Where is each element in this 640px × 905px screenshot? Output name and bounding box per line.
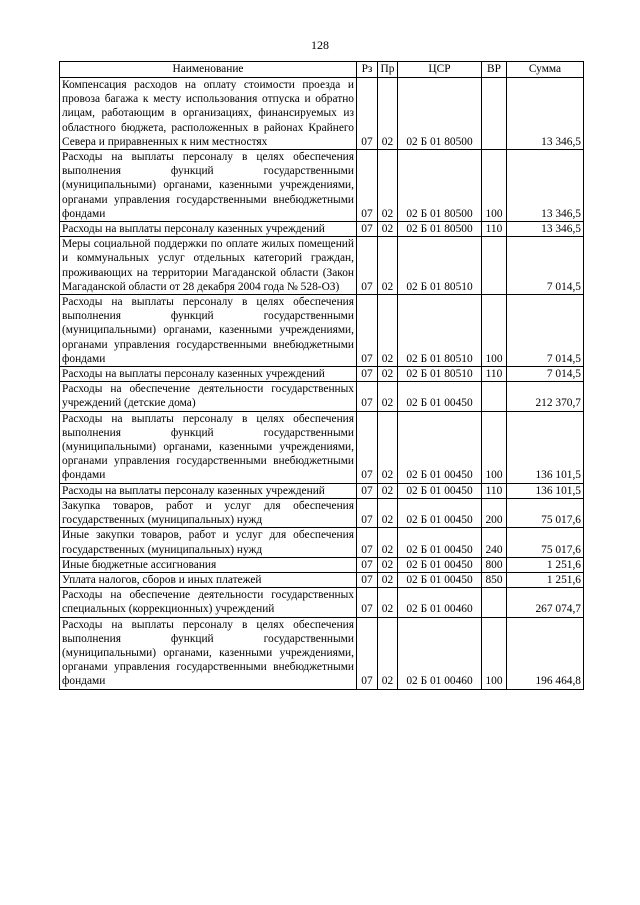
table-row (60, 222, 584, 237)
cell-csr: 02 Б 01 00460 (398, 588, 482, 617)
cell-name: Расходы на выплаты персоналу в целях обеспечения выполнения функций государственными (муниципальными) органами, казенными учреждениями, органами управления государственными внебюджетными фондами (60, 411, 357, 483)
cell-sum: 75 017,6 (507, 528, 584, 557)
page-number: 128 (311, 38, 329, 52)
cell-vr (482, 382, 507, 411)
cell-csr: 02 Б 01 00450 (398, 483, 482, 498)
cell-vr: 110 (482, 367, 507, 382)
cell-csr: 02 Б 01 80510 (398, 295, 482, 367)
table-row (60, 617, 584, 689)
table-row (60, 295, 584, 367)
cell-name: Закупка товаров, работ и услуг для обеспечения государственных (муниципальных) нужд (60, 498, 357, 527)
cell-vr: 100 (482, 617, 507, 689)
cell-name: Расходы на выплаты персоналу казенных учреждений (60, 483, 357, 498)
cell-pr: 02 (378, 483, 398, 498)
header-rz: Рз (357, 62, 378, 78)
table-row (60, 498, 584, 527)
cell-name: Расходы на выплаты персоналу в целях обеспечения выполнения функций государственными (муниципальными) органами, казенными учреждениями, органами управления государственными внебюджетными фондами (60, 295, 357, 367)
table-row (60, 588, 584, 617)
table-header-row (60, 62, 584, 78)
cell-rz: 07 (357, 557, 378, 572)
cell-pr: 02 (378, 498, 398, 527)
cell-pr: 02 (378, 78, 398, 150)
cell-vr: 100 (482, 295, 507, 367)
cell-pr: 02 (378, 411, 398, 483)
cell-rz: 07 (357, 528, 378, 557)
cell-rz: 07 (357, 78, 378, 150)
table-row (60, 237, 584, 295)
cell-name: Компенсация расходов на оплату стоимости проезда и провоза багажа к месту использования отпуска и обратно лицам, работающим в организациях, финансируемых из областного бюджета, расположенных в районах Крайнего Севера и приравненных к ним местностях (60, 78, 357, 150)
cell-pr: 02 (378, 295, 398, 367)
cell-name: Расходы на выплаты персоналу в целях обеспечения выполнения функций государственными (муниципальными) органами, казенными учреждениями, органами управления государственными внебюджетными фондами (60, 150, 357, 222)
cell-name: Расходы на обеспечение деятельности государственных учреждений (детские дома) (60, 382, 357, 411)
cell-csr: 02 Б 01 80500 (398, 222, 482, 237)
cell-vr: 110 (482, 483, 507, 498)
table-row (60, 572, 584, 587)
table-row (60, 557, 584, 572)
table-row (60, 411, 584, 483)
cell-sum: 196 464,8 (507, 617, 584, 689)
cell-csr: 02 Б 01 00450 (398, 411, 482, 483)
cell-vr: 200 (482, 498, 507, 527)
cell-sum: 136 101,5 (507, 483, 584, 498)
cell-name: Иные закупки товаров, работ и услуг для обеспечения государственных (муниципальных) нужд (60, 528, 357, 557)
cell-sum: 13 346,5 (507, 150, 584, 222)
cell-name: Расходы на обеспечение деятельности государственных специальных (коррекционных) учреждений (60, 588, 357, 617)
cell-name: Расходы на выплаты персоналу в целях обеспечения выполнения функций государственными (муниципальными) органами, казенными учреждениями, органами управления государственными внебюджетными фондами (60, 617, 357, 689)
budget-table (59, 61, 584, 690)
cell-vr: 240 (482, 528, 507, 557)
header-pr: Пр (378, 62, 398, 78)
cell-csr: 02 Б 01 00450 (398, 572, 482, 587)
table-row (60, 382, 584, 411)
cell-rz: 07 (357, 237, 378, 295)
cell-pr: 02 (378, 150, 398, 222)
cell-vr (482, 588, 507, 617)
header-sum: Сумма (507, 62, 584, 78)
cell-sum: 7 014,5 (507, 237, 584, 295)
cell-rz: 07 (357, 411, 378, 483)
cell-rz: 07 (357, 588, 378, 617)
cell-vr: 100 (482, 411, 507, 483)
cell-sum: 13 346,5 (507, 78, 584, 150)
cell-sum: 1 251,6 (507, 572, 584, 587)
cell-pr: 02 (378, 237, 398, 295)
cell-vr: 110 (482, 222, 507, 237)
table-row (60, 367, 584, 382)
cell-csr: 02 Б 01 00450 (398, 382, 482, 411)
cell-name: Иные бюджетные ассигнования (60, 557, 357, 572)
cell-sum: 7 014,5 (507, 295, 584, 367)
cell-sum: 13 346,5 (507, 222, 584, 237)
cell-csr: 02 Б 01 00450 (398, 498, 482, 527)
cell-rz: 07 (357, 295, 378, 367)
cell-pr: 02 (378, 528, 398, 557)
cell-name: Расходы на выплаты персоналу казенных учреждений (60, 367, 357, 382)
cell-pr: 02 (378, 557, 398, 572)
cell-vr (482, 78, 507, 150)
cell-sum: 75 017,6 (507, 498, 584, 527)
cell-csr: 02 Б 01 80500 (398, 150, 482, 222)
cell-pr: 02 (378, 222, 398, 237)
cell-rz: 07 (357, 483, 378, 498)
cell-rz: 07 (357, 617, 378, 689)
cell-sum: 136 101,5 (507, 411, 584, 483)
table-row (60, 78, 584, 150)
table-row (60, 150, 584, 222)
cell-rz: 07 (357, 498, 378, 527)
table-row (60, 483, 584, 498)
cell-pr: 02 (378, 367, 398, 382)
cell-name: Уплата налогов, сборов и иных платежей (60, 572, 357, 587)
cell-csr: 02 Б 01 00460 (398, 617, 482, 689)
cell-csr: 02 Б 01 80510 (398, 237, 482, 295)
cell-sum: 212 370,7 (507, 382, 584, 411)
header-csr: ЦСР (398, 62, 482, 78)
cell-csr: 02 Б 01 00450 (398, 557, 482, 572)
cell-csr: 02 Б 01 80500 (398, 78, 482, 150)
cell-rz: 07 (357, 367, 378, 382)
header-vr: ВР (482, 62, 507, 78)
cell-pr: 02 (378, 588, 398, 617)
cell-sum: 7 014,5 (507, 367, 584, 382)
cell-vr: 850 (482, 572, 507, 587)
cell-csr: 02 Б 01 80510 (398, 367, 482, 382)
cell-sum: 1 251,6 (507, 557, 584, 572)
cell-vr (482, 237, 507, 295)
header-name: Наименование (60, 62, 357, 78)
cell-csr: 02 Б 01 00450 (398, 528, 482, 557)
cell-pr: 02 (378, 572, 398, 587)
cell-rz: 07 (357, 222, 378, 237)
cell-pr: 02 (378, 382, 398, 411)
table-body (60, 78, 584, 690)
cell-rz: 07 (357, 382, 378, 411)
cell-pr: 02 (378, 617, 398, 689)
table-row (60, 528, 584, 557)
cell-name: Меры социальной поддержки по оплате жилых помещений и коммунальных услуг отдельных категорий граждан, проживающих на территории Магаданской области (Закон Магаданской области от 28 декабря 2004 года № 528-ОЗ) (60, 237, 357, 295)
cell-name: Расходы на выплаты персоналу казенных учреждений (60, 222, 357, 237)
cell-rz: 07 (357, 572, 378, 587)
cell-sum: 267 074,7 (507, 588, 584, 617)
cell-vr: 100 (482, 150, 507, 222)
cell-rz: 07 (357, 150, 378, 222)
cell-vr: 800 (482, 557, 507, 572)
